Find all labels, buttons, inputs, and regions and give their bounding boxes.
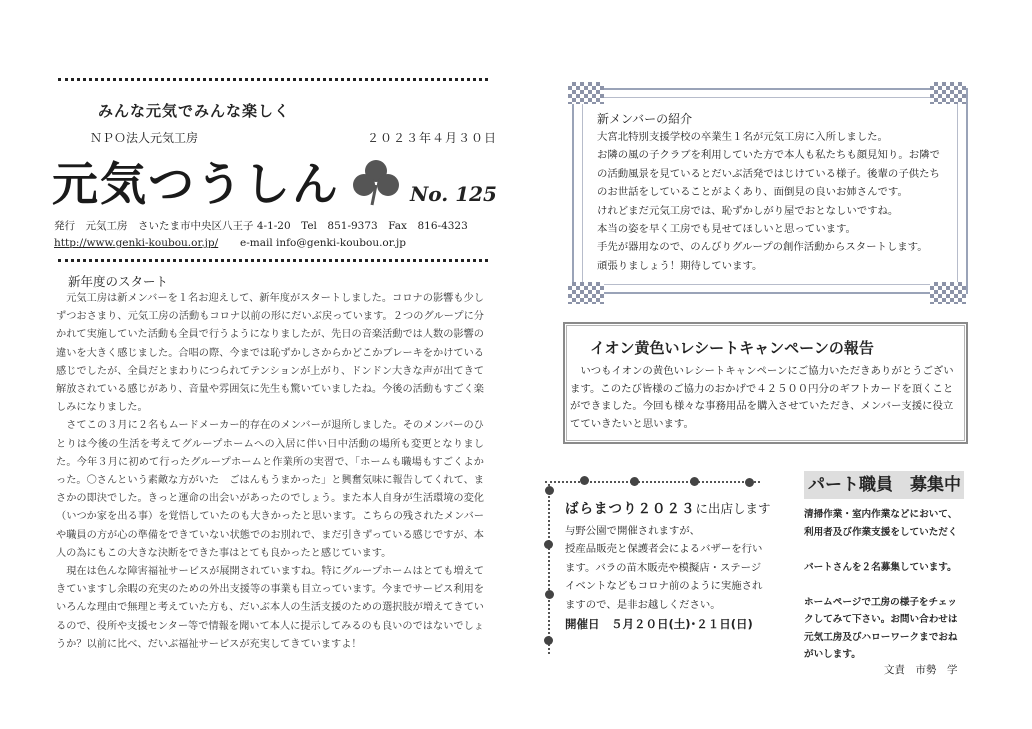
part-time-line: クしてみて下さい。お問い合わせは [804, 614, 958, 625]
part-time-line: 清掃作業・室内作業などにおいて、 [804, 509, 958, 520]
vine-border-top [545, 481, 760, 487]
top-dotted-rule [58, 78, 488, 81]
flower-icon [745, 478, 754, 487]
rose-festival-line: イベントなどもコロナ前のように実施され [565, 580, 763, 593]
issue-date: ２０２３年４月３０日 [367, 131, 498, 145]
checker-corner-decoration [568, 82, 604, 104]
article-paragraph: さてこの３月に２名もムードメーカー的存在のメンバーが退所しました。そのメンバーのひとりは今後の生活を考えてグループホームへの入居に伴い日中活動の場所も変更となりました。今年３月に初めて行ったグループホームと作業所の実習で、「ホームも職場もすごくよかった。〇さんという素敵な方がいた ごはんもうまかった」と興奮気味に報告してくれて、まさかの即決でした。きっと運命の出会いがあったのでしょう。また本人自身が生活環境の変化（いつか家を出る事）を覚悟していたのも大きかったと思います。こちらの残されたメンバーや職員の方が心の準備をできていない状態でのお別れで、まだ引きずっている感じですが、本人の為にもこの大きな決断をできた事はとても良かったと感じています。 [56, 420, 484, 559]
rose-festival-date: 開催日 ５月２０日(土)･２１日(日) [565, 617, 753, 631]
aeon-body: いつもイオンの黄色いレシートキャンペーンにご協力いただきありがとうございます。このたび皆様のご協力のおかげで４２５００円分のギフトカードを頂くことができました。今回も様々な事務用品を購入させていただき、メンバー支援に役立てていきたいと思います。 [570, 365, 954, 430]
organization-name: ＮＰＯ法人元気工房 [90, 131, 199, 145]
issue-number: No. 125 [410, 182, 497, 206]
article-body [56, 290, 484, 654]
checker-corner-decoration [930, 82, 966, 104]
part-time-line: 利用者及び作業支援をしていただく [804, 526, 958, 538]
flower-icon [580, 476, 589, 485]
new-member-body [597, 128, 962, 275]
new-member-heading: 新メンバーの紹介 [597, 112, 693, 126]
rose-festival-line: ます。バラの苗木販売や模擬店・ステージ [565, 561, 762, 574]
aeon-title: イオン黄色いレシートキャンペーンの報告 [590, 339, 874, 357]
flower-icon [630, 477, 639, 486]
part-time-line: 元気工房及びハローワークまでおね [804, 631, 958, 643]
flower-icon [545, 486, 554, 495]
rose-festival-line: ますので、是非お越しください。 [565, 598, 721, 611]
author-credit: 文責 市勢 学 [884, 664, 958, 676]
flower-icon [544, 636, 553, 645]
website-link[interactable]: http://www.genki-koubou.or.jp/ [54, 237, 219, 249]
checker-corner-decoration [930, 282, 966, 304]
slogan: みんな元気でみんな楽しく [98, 102, 291, 120]
rose-festival-name: ばらまつり２０２３ [565, 501, 696, 517]
publisher-address: 発行 元気工房 さいたま市中央区八王子 4-1-20 Tel 851-9373 Fax 816-4323 [54, 220, 468, 232]
part-time-line [804, 541, 984, 559]
part-time-line [804, 576, 984, 594]
newsletter-title: 元気つうしん [52, 157, 340, 211]
header-dotted-rule [58, 259, 488, 262]
new-member-line: のお世話をしていることがよくあり、面倒見の良いお姉さんです。 [597, 186, 908, 199]
article-paragraph: 元気工房は新メンバーを１名お迎えして、新年度がスタートしました。コロナの影響も少しずつおさまり、元気工房の活動もコロナ以前の形にだいぶ戻っています。２つのグループに分かれて実施していた活動も全員で行うようになりましたが、先日の音楽活動では人数の影響の違いを大きく感じました。合唱の際、今までは恥ずかしさからかどこかブレーキをかけている感じでしたが、全員だとまわりにつられてテンションが上がり、ドンドン大きな声が出てきて解放されている感じがあり、音量や雰囲気に先生も驚いていましたね。今後の活動もすごく楽しみになりました。 [56, 293, 484, 414]
new-member-line: お隣の風の子クラブを利用していた方で本人も私たちも顔見知り。お隣で [597, 149, 940, 162]
new-member-line: 本当の姿を早く工房でも見せてほしいと思っています。 [597, 223, 856, 236]
article-heading: 新年度のスタート [68, 274, 169, 289]
rose-festival-heading [565, 497, 771, 517]
new-member-line: の活動風景を見ているとだいぶ活発ではじけている様子。後輩の子供たち [597, 167, 940, 180]
new-member-line: 頑張りましょう！期待しています。 [597, 259, 763, 272]
vine-border-left [548, 484, 554, 654]
new-member-line: けれどまだ元気工房では、恥ずかしがり屋でおとなしいですね。 [597, 204, 899, 217]
rose-festival-body [565, 522, 780, 614]
rose-festival-heading-rest: に出店します [695, 501, 771, 516]
part-time-heading: パート職員 募集中 [804, 471, 964, 499]
new-member-line: 手先が器用なので、のんびりグループの創作活動からスタートします。 [597, 241, 928, 254]
flower-icon [544, 540, 553, 549]
clover-icon [350, 157, 402, 209]
article-paragraph: 現在は色んな障害福祉サービスが展開されていますね。特にグループホームはとても増えてきていますし余暇の充実のための外出支援等の事業も目立っています。今までサービス利用をいろんな理由で無理と考えていた方も、だいぶ本人の生活支援のための選択肢が増えてきているので、役所や支援センター等で情報を聞いて本人に提示してみるのも良いのではないでしょうか？以前に比べ、だいぶ福祉サービスが充実してきていますよ！ [56, 566, 484, 650]
rose-festival-line: 授産品販売と保護者会によるバザーを行い [565, 543, 763, 556]
flower-icon [690, 477, 699, 486]
rose-festival-line: 与野公園で開催されますが、 [565, 525, 701, 537]
flower-icon [545, 590, 554, 599]
part-time-line: ホームページで工房の様子をチェッ [804, 596, 958, 608]
part-time-line: パートさんを２名募集しています。 [804, 561, 957, 573]
part-time-line: がいします。 [804, 649, 861, 660]
email-address: e-mail info@genki-koubou.or.jp [240, 237, 406, 249]
part-time-body [804, 506, 984, 664]
new-member-line: 大宮北特別支援学校の卒業生１名が元気工房に入所しました。 [597, 131, 888, 143]
checker-corner-decoration [568, 282, 604, 304]
